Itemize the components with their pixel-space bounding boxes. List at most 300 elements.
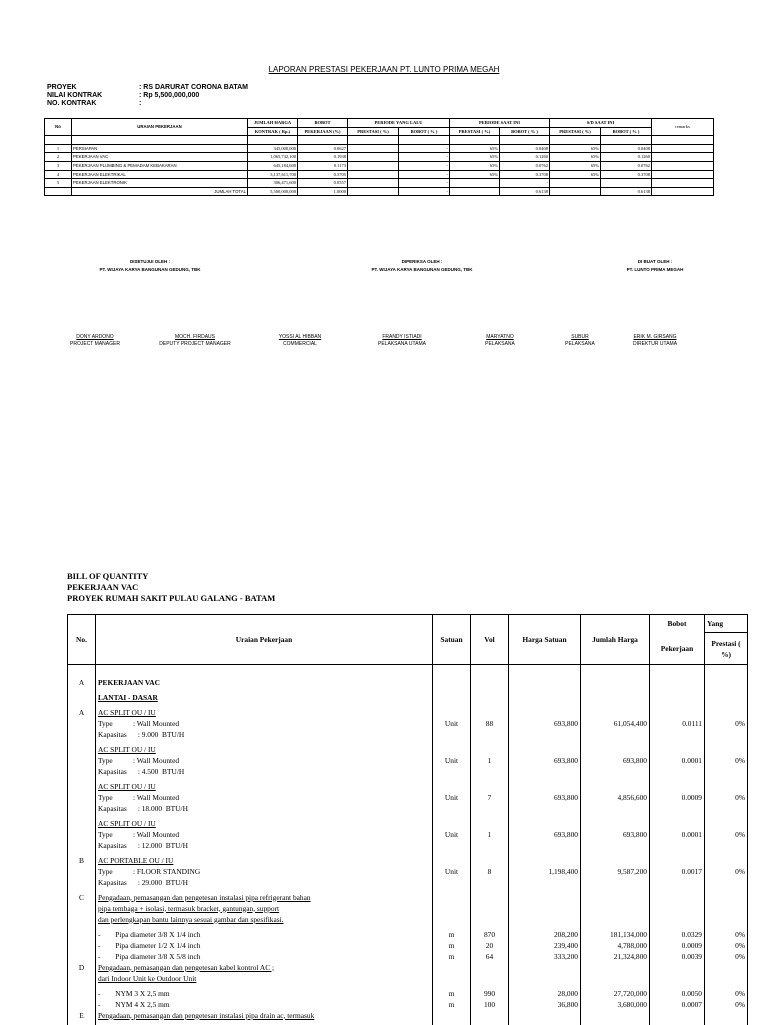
boq-spacer-row — [68, 665, 748, 677]
boq-row-desc — [96, 744, 433, 781]
boq-row-bobot: 0.0001 — [650, 818, 705, 855]
row-kontrak: 1,065,732,100 — [248, 153, 298, 162]
boq-row-pres: 0% — [705, 988, 748, 999]
row-kontrak: 645,184,600 — [248, 161, 298, 170]
row-sd-prestasi — [550, 179, 601, 188]
row-remarks — [652, 144, 714, 153]
signatory-3 — [260, 334, 340, 348]
boq-desc-line: AC SPLIT OU / IU — [98, 707, 156, 717]
approval-label: DISETUJUI OLEH : — [129, 259, 170, 264]
boq-desc-line: pipa tembaga + isolasi, termasuk bracket, gantungan, support — [98, 903, 280, 913]
boq-row-bobot: 0.0050 — [650, 988, 705, 999]
signatory-role: COMMERCIAL — [283, 341, 317, 347]
row-no: 5 — [45, 179, 72, 188]
boq-row-bobot: 0.0009 — [650, 940, 705, 951]
approval-company: PT. LUNTO PRIMA MEGAH — [626, 267, 684, 272]
row-lalu-prestasi — [348, 144, 399, 153]
boq-row-pres — [705, 677, 748, 692]
boq-row-vol — [471, 962, 509, 988]
boq-row-bobot: 0.0009 — [650, 781, 705, 818]
approval-label: DIPERIKSA OLEH : — [401, 259, 443, 264]
boq-row-bobot — [650, 677, 705, 692]
boq-row-satuan — [433, 677, 471, 692]
report-title: LAPORAN PRESTASI PEKERJAAN PT. LUNTO PRIMA MEGAH — [268, 65, 500, 74]
boq-desc-line: - Pipa diameter 3/8 X 5/8 inch — [98, 951, 201, 961]
row-desc: PEKERJAAN ELEKTRONIK — [72, 179, 248, 188]
sub-ini-prestasi: PRESTASI ( %) — [450, 127, 500, 136]
boq-col-uraian: Uraian Pekerjaan — [96, 615, 433, 665]
boq-header-row — [68, 615, 748, 633]
boq-row-pres — [705, 892, 748, 929]
signatory-role: DIREKTUR UTAMA — [632, 341, 678, 347]
boq-row-vol: 20 — [471, 940, 509, 951]
boq-col-harga: Harga Satuan — [509, 615, 581, 665]
boq-row-no — [68, 692, 96, 707]
row-kontrak: 306,471,600 — [248, 179, 298, 188]
row-sd-prestasi: 65% — [550, 153, 601, 162]
boq-row-harga — [509, 1010, 581, 1025]
boq-row-jumlah — [581, 962, 650, 988]
boq-row-jumlah: 693,800 — [581, 744, 650, 781]
col-remarks: remarks — [652, 119, 714, 136]
boq-row-satuan: m — [433, 999, 471, 1010]
row-lalu-bobot: - — [399, 144, 450, 153]
boq-row-satuan — [433, 892, 471, 929]
col-bobot: BOBOT — [298, 119, 348, 128]
boq-row-jumlah — [581, 677, 650, 692]
boq-row-harga — [509, 962, 581, 988]
sub-kontrak: KONTRAK ( Rp.) — [248, 127, 298, 136]
boq-row-satuan: Unit — [433, 781, 471, 818]
total-ini-bobot: 0.6138 — [500, 187, 550, 196]
boq-desc-line: dan perlengkapan bantu lainnya sesuai gambar dan spesifikasi. — [98, 914, 284, 924]
boq-row-bobot: 0.0039 — [650, 951, 705, 962]
boq-desc-line: Kapasitas : 4.500 BTU/H — [98, 766, 185, 776]
boq-desc-line: AC SPLIT OU / IU — [98, 744, 156, 754]
boq-row-harga: 693,800 — [509, 781, 581, 818]
signatory-7 — [615, 334, 695, 348]
col-periode-ini: PERIODE SAAT INI — [450, 119, 550, 128]
row-sd-bobot: 0.3708 — [601, 170, 652, 179]
boq-row-vol: 1 — [471, 744, 509, 781]
table-total-row — [45, 187, 714, 196]
boq-row-desc — [96, 781, 433, 818]
boq-row-pres: 0% — [705, 855, 748, 892]
boq-row-vol: 1 — [471, 818, 509, 855]
total-sd-bobot: 0.6138 — [601, 187, 652, 196]
boq-row-satuan: Unit — [433, 855, 471, 892]
boq-row-jumlah: 693,800 — [581, 818, 650, 855]
progress-table — [44, 118, 714, 196]
row-lalu-bobot: - — [399, 161, 450, 170]
row-sd-prestasi: 65% — [550, 170, 601, 179]
boq-row-no: C — [68, 892, 96, 929]
boq-desc-line: - NYM 4 X 2,5 mm — [98, 999, 170, 1009]
row-ini-bobot: 0.0408 — [500, 144, 550, 153]
boq-row-pres: 0% — [705, 951, 748, 962]
signatory-role: DEPUTY PROJECT MANAGER — [159, 341, 231, 347]
signatory-name: YOSSI AL HIBBAN — [278, 334, 322, 340]
progress-table-body — [45, 144, 714, 187]
boq-desc-line: Type : Wall Mounted — [98, 755, 180, 765]
signatory-name: MOCH. FIRDAUS — [175, 334, 215, 340]
approval-company: PT. WIJAYA KARYA BANGUNAN GEDUNG, TBK — [99, 267, 201, 272]
boq-title-line: PEKERJAAN VAC — [67, 582, 139, 592]
row-sd-bobot: 0.0762 — [601, 161, 652, 170]
boq-row-satuan: Unit — [433, 818, 471, 855]
row-sd-bobot: 0.0408 — [601, 144, 652, 153]
boq-row — [68, 951, 748, 962]
boq-row-satuan — [433, 962, 471, 988]
boq-row-harga — [509, 892, 581, 929]
row-kontrak: 345,000,000 — [248, 144, 298, 153]
boq-desc-line: Type : Wall Mounted — [98, 718, 180, 728]
sub-lalu-prestasi: PRESTASI ( %) — [348, 127, 399, 136]
boq-row-harga: 1,198,400 — [509, 855, 581, 892]
signatory-name: FRANDY ISTIADI — [382, 334, 422, 340]
boq-desc-line: Type : Wall Mounted — [98, 792, 180, 802]
boq-row-no — [68, 781, 96, 818]
boq-desc-line: - Pipa diameter 3/8 X 1/4 inch — [98, 929, 201, 939]
boq-desc-line: LANTAI - DASAR — [98, 692, 158, 702]
row-no: 3 — [45, 161, 72, 170]
boq-row-harga — [509, 677, 581, 692]
spacer-row — [45, 136, 714, 145]
boq-title-line: PROYEK RUMAH SAKIT PULAU GALANG - BATAM — [67, 593, 276, 603]
signatory-4 — [362, 334, 442, 348]
boq-row-vol — [471, 892, 509, 929]
approval-diperiksa — [332, 258, 512, 274]
boq-desc-line: PEKERJAAN VAC — [98, 677, 160, 687]
boq-row-satuan: m — [433, 951, 471, 962]
row-bobot: 0.0557 — [298, 179, 348, 188]
signatory-role: PELAKSANA UTAMA — [378, 341, 426, 347]
sub-sd-prestasi: PRESTASI ( %) — [550, 127, 601, 136]
signatory-name: DONY ARDONO — [76, 334, 114, 340]
boq-row-desc — [96, 962, 433, 988]
boq-col-jumlah: Jumlah Harga — [581, 615, 650, 665]
boq-row-no: A — [68, 677, 96, 692]
boq-row — [68, 818, 748, 855]
row-no: 4 — [45, 170, 72, 179]
row-sd-bobot: 0.1260 — [601, 153, 652, 162]
signatory-name: SUBUR — [571, 334, 589, 340]
signatory-2 — [145, 334, 245, 348]
boq-row-jumlah: 181,134,000 — [581, 929, 650, 940]
col-no: No — [45, 119, 72, 136]
boq-row-vol: 100 — [471, 999, 509, 1010]
boq-row-jumlah — [581, 1010, 650, 1025]
row-ini-prestasi: 65% — [450, 144, 500, 153]
boq-row-no — [68, 951, 96, 962]
boq-col-bobot: Bobot — [650, 615, 705, 633]
boq-desc-line: AC SPLIT OU / IU — [98, 781, 156, 791]
boq-row-bobot — [650, 892, 705, 929]
boq-row-desc — [96, 929, 433, 940]
col-periode-lalu: PERIODE YANG LALU — [348, 119, 450, 128]
boq-desc-line: Kapasitas : 12.000 BTU/H — [98, 840, 188, 850]
boq-row-pres — [705, 962, 748, 988]
boq-desc-line: Type : Wall Mounted — [98, 829, 180, 839]
boq-row — [68, 855, 748, 892]
boq-desc-line: dari Indoor Unit ke Outdoor Unit — [98, 973, 197, 983]
boq-row-bobot: 0.0007 — [650, 999, 705, 1010]
signatory-6 — [550, 334, 610, 348]
boq-row-pres — [705, 1010, 748, 1025]
row-remarks — [652, 179, 714, 188]
boq-row-desc — [96, 999, 433, 1010]
col-uraian: URAIAN PEKERJAAN — [72, 119, 248, 136]
row-bobot: 0.0627 — [298, 144, 348, 153]
boq-row-satuan: Unit — [433, 707, 471, 744]
boq-row-desc — [96, 951, 433, 962]
info-nilai-kontrak: NILAI KONTRAK : Rp 5,500,000,000 — [47, 92, 200, 99]
row-no: 2 — [45, 153, 72, 162]
boq-desc-line: Pengadaan, pemasangan dan pengetesan instalasi pipa drain ac, termasuk — [98, 1010, 315, 1020]
boq-row-no: E — [68, 1010, 96, 1025]
boq-row-pres: 0% — [705, 940, 748, 951]
boq-table-body — [68, 677, 748, 1025]
boq-desc-line: Pengadaan, pemasangan dan pengetesan kabel kontrol AC ; — [98, 962, 275, 972]
boq-row — [68, 940, 748, 951]
sub-lalu-bobot: BOBOT ( % ) — [399, 127, 450, 136]
approval-label: DI BUAT OLEH : — [637, 259, 673, 264]
boq-row-no: B — [68, 855, 96, 892]
table-row — [45, 144, 714, 153]
row-desc: PEKERJAAN PLUMBING & PEMADAM KEBAKARAN — [72, 161, 248, 170]
row-ini-prestasi: 65% — [450, 161, 500, 170]
boq-row-desc — [96, 692, 433, 707]
boq-desc-line: Kapasitas : 29.000 BTU/H — [98, 877, 188, 887]
project-info — [47, 84, 248, 108]
signatory-role: PELAKSANA — [485, 341, 515, 347]
boq-row-jumlah: 4,856,600 — [581, 781, 650, 818]
boq-row — [68, 781, 748, 818]
boq-row-desc — [96, 1010, 433, 1025]
approval-dibuat — [585, 258, 725, 274]
boq-row — [68, 892, 748, 929]
table-row — [45, 179, 714, 188]
row-sd-bobot — [601, 179, 652, 188]
sub-sd-bobot: BOBOT ( % ) — [601, 127, 652, 136]
boq-row-no — [68, 940, 96, 951]
boq-row-satuan: m — [433, 929, 471, 940]
boq-col-yang: Yang — [705, 615, 748, 633]
boq-row-harga — [509, 692, 581, 707]
boq-row-pres: 0% — [705, 999, 748, 1010]
boq-row-harga: 36,800 — [509, 999, 581, 1010]
boq-row-vol: 88 — [471, 707, 509, 744]
row-bobot: 0.1173 — [298, 161, 348, 170]
col-jumlah-harga: JUMLAH HARGA — [248, 119, 298, 128]
row-ini-bobot: 0.1260 — [500, 153, 550, 162]
boq-row — [68, 988, 748, 999]
row-remarks — [652, 161, 714, 170]
boq-row-vol — [471, 1010, 509, 1025]
boq-col-pekerjaan: Pekerjaan — [650, 633, 705, 665]
boq-desc-line: AC SPLIT OU / IU — [98, 818, 156, 828]
boq-desc-line: - Pipa diameter 1/2 X 1/4 inch — [98, 940, 201, 950]
total-kontrak: 5,500,000,000 — [248, 187, 298, 196]
row-remarks — [652, 153, 714, 162]
boq-title — [67, 571, 275, 604]
boq-row-satuan: m — [433, 940, 471, 951]
boq-row-bobot — [650, 692, 705, 707]
boq-row-desc — [96, 855, 433, 892]
info-no-kontrak: NO. KONTRAK : — [47, 100, 142, 107]
info-proyek: PROYEK : RS DARURAT CORONA BATAM — [47, 84, 249, 91]
total-bobot: 1.0000 — [298, 187, 348, 196]
boq-row-no — [68, 999, 96, 1010]
boq-col-satuan: Satuan — [433, 615, 471, 665]
boq-row-harga: 693,800 — [509, 707, 581, 744]
boq-row — [68, 707, 748, 744]
boq-row — [68, 744, 748, 781]
boq-row-vol: 870 — [471, 929, 509, 940]
boq-row — [68, 1010, 748, 1025]
boq-col-prestasi: Prestasi ( %) — [705, 633, 748, 665]
boq-row-harga: 693,800 — [509, 818, 581, 855]
row-ini-bobot: 0.0762 — [500, 161, 550, 170]
table-row — [45, 161, 714, 170]
boq-row-pres: 0% — [705, 818, 748, 855]
boq-row-bobot: 0.0111 — [650, 707, 705, 744]
row-desc: PEKERJAAN VAC — [72, 153, 248, 162]
boq-desc-line: - NYM 3 X 2,5 mm — [98, 988, 170, 998]
boq-row-jumlah: 27,720,000 — [581, 988, 650, 999]
signatory-name: ERIK M. GIRSANG — [633, 334, 677, 340]
row-bobot: 0.1938 — [298, 153, 348, 162]
boq-row — [68, 962, 748, 988]
boq-row — [68, 692, 748, 707]
approval-company: PT. WIJAYA KARYA BANGUNAN GEDUNG, TBK — [371, 267, 473, 272]
boq-row-desc — [96, 677, 433, 692]
row-lalu-prestasi — [348, 170, 399, 179]
boq-row-jumlah: 9,587,200 — [581, 855, 650, 892]
boq-desc-line: Type : FLOOR STANDING — [98, 866, 201, 876]
boq-row-vol — [471, 692, 509, 707]
boq-row-desc — [96, 707, 433, 744]
row-lalu-prestasi — [348, 161, 399, 170]
approval-disetujui — [60, 258, 240, 274]
boq-row-satuan — [433, 692, 471, 707]
boq-row-pres: 0% — [705, 707, 748, 744]
boq-row-bobot: 0.0017 — [650, 855, 705, 892]
boq-row-harga: 333,200 — [509, 951, 581, 962]
boq-row-bobot — [650, 962, 705, 988]
boq-row-pres — [705, 692, 748, 707]
boq-row-no — [68, 818, 96, 855]
boq-row — [68, 999, 748, 1010]
boq-row-jumlah: 21,324,800 — [581, 951, 650, 962]
boq-col-vol: Vol — [471, 615, 509, 665]
boq-row-vol: 990 — [471, 988, 509, 999]
boq-row-bobot — [650, 1010, 705, 1025]
table-row — [45, 170, 714, 179]
boq-row-pres: 0% — [705, 929, 748, 940]
sub-ini-bobot: BOBOT ( % ) — [500, 127, 550, 136]
boq-row-jumlah — [581, 892, 650, 929]
row-remarks — [652, 170, 714, 179]
boq-desc-line: Pengadaan, pemasangan dan pengetesan instalasi pipa refrigerant bahan — [98, 892, 311, 902]
boq-row-satuan: Unit — [433, 744, 471, 781]
sub-pekerjaan: PEKERJAAN (%) — [298, 127, 348, 136]
boq-title-line: BILL OF QUANTITY — [67, 571, 149, 581]
boq-row-harga: 28,000 — [509, 988, 581, 999]
signatory-role: PELAKSANA — [565, 341, 595, 347]
row-lalu-bobot: - — [399, 170, 450, 179]
boq-row-satuan — [433, 1010, 471, 1025]
row-lalu-bobot: - — [399, 179, 450, 188]
boq-row-harga: 239,400 — [509, 940, 581, 951]
row-lalu-prestasi — [348, 179, 399, 188]
signatory-1 — [55, 334, 135, 348]
row-ini-prestasi — [450, 179, 500, 188]
boq-row-pres: 0% — [705, 781, 748, 818]
row-bobot: 0.5705 — [298, 170, 348, 179]
row-desc: PEKERJAAN ELEKTRIKAL — [72, 170, 248, 179]
row-lalu-prestasi — [348, 153, 399, 162]
boq-row-vol — [471, 677, 509, 692]
boq-row-pres: 0% — [705, 744, 748, 781]
boq-desc-line: AC PORTABLE OU / IU — [98, 855, 174, 865]
boq-row-desc — [96, 818, 433, 855]
row-sd-prestasi: 65% — [550, 161, 601, 170]
row-ini-prestasi: 65% — [450, 170, 500, 179]
row-ini-prestasi: 65% — [450, 153, 500, 162]
boq-row-harga: 208,200 — [509, 929, 581, 940]
signatory-5 — [465, 334, 535, 348]
boq-row-vol: 64 — [471, 951, 509, 962]
row-lalu-bobot: - — [399, 153, 450, 162]
boq-row-desc — [96, 940, 433, 951]
boq-col-no: No. — [68, 615, 96, 665]
boq-row-vol: 8 — [471, 855, 509, 892]
signatory-role: PROJECT MANAGER — [70, 341, 120, 347]
boq-row-jumlah — [581, 692, 650, 707]
row-no: 1 — [45, 144, 72, 153]
boq-row-bobot: 0.0001 — [650, 744, 705, 781]
boq-row-no — [68, 929, 96, 940]
row-ini-bobot: 0.3708 — [500, 170, 550, 179]
row-desc: PERSIAPAN — [72, 144, 248, 153]
boq-row-no: A — [68, 707, 96, 744]
boq-row — [68, 929, 748, 940]
boq-desc-line: Kapasitas : 9.000 BTU/H — [98, 729, 185, 739]
boq-row-no — [68, 988, 96, 999]
boq-row-vol: 7 — [471, 781, 509, 818]
boq-row-jumlah: 61,054,400 — [581, 707, 650, 744]
boq-row-no: D — [68, 962, 96, 988]
boq-row-no — [68, 744, 96, 781]
boq-row-bobot: 0.0329 — [650, 929, 705, 940]
row-ini-bobot: - — [500, 179, 550, 188]
boq-row-jumlah: 3,680,000 — [581, 999, 650, 1010]
signatory-name: MARYATNO — [486, 334, 514, 340]
boq-row-satuan: m — [433, 988, 471, 999]
boq-desc-line: Kapasitas : 18.000 BTU/H — [98, 803, 188, 813]
total-lalu-bobot: - — [399, 187, 450, 196]
row-kontrak: 3,137,611,700 — [248, 170, 298, 179]
row-sd-prestasi: 65% — [550, 144, 601, 153]
boq-row-desc — [96, 892, 433, 929]
total-label: JUMLAH TOTAL — [72, 187, 248, 196]
boq-row-harga: 693,800 — [509, 744, 581, 781]
table-row — [45, 153, 714, 162]
boq-table — [67, 614, 748, 1025]
boq-row-jumlah: 4,788,000 — [581, 940, 650, 951]
boq-row-desc — [96, 988, 433, 999]
